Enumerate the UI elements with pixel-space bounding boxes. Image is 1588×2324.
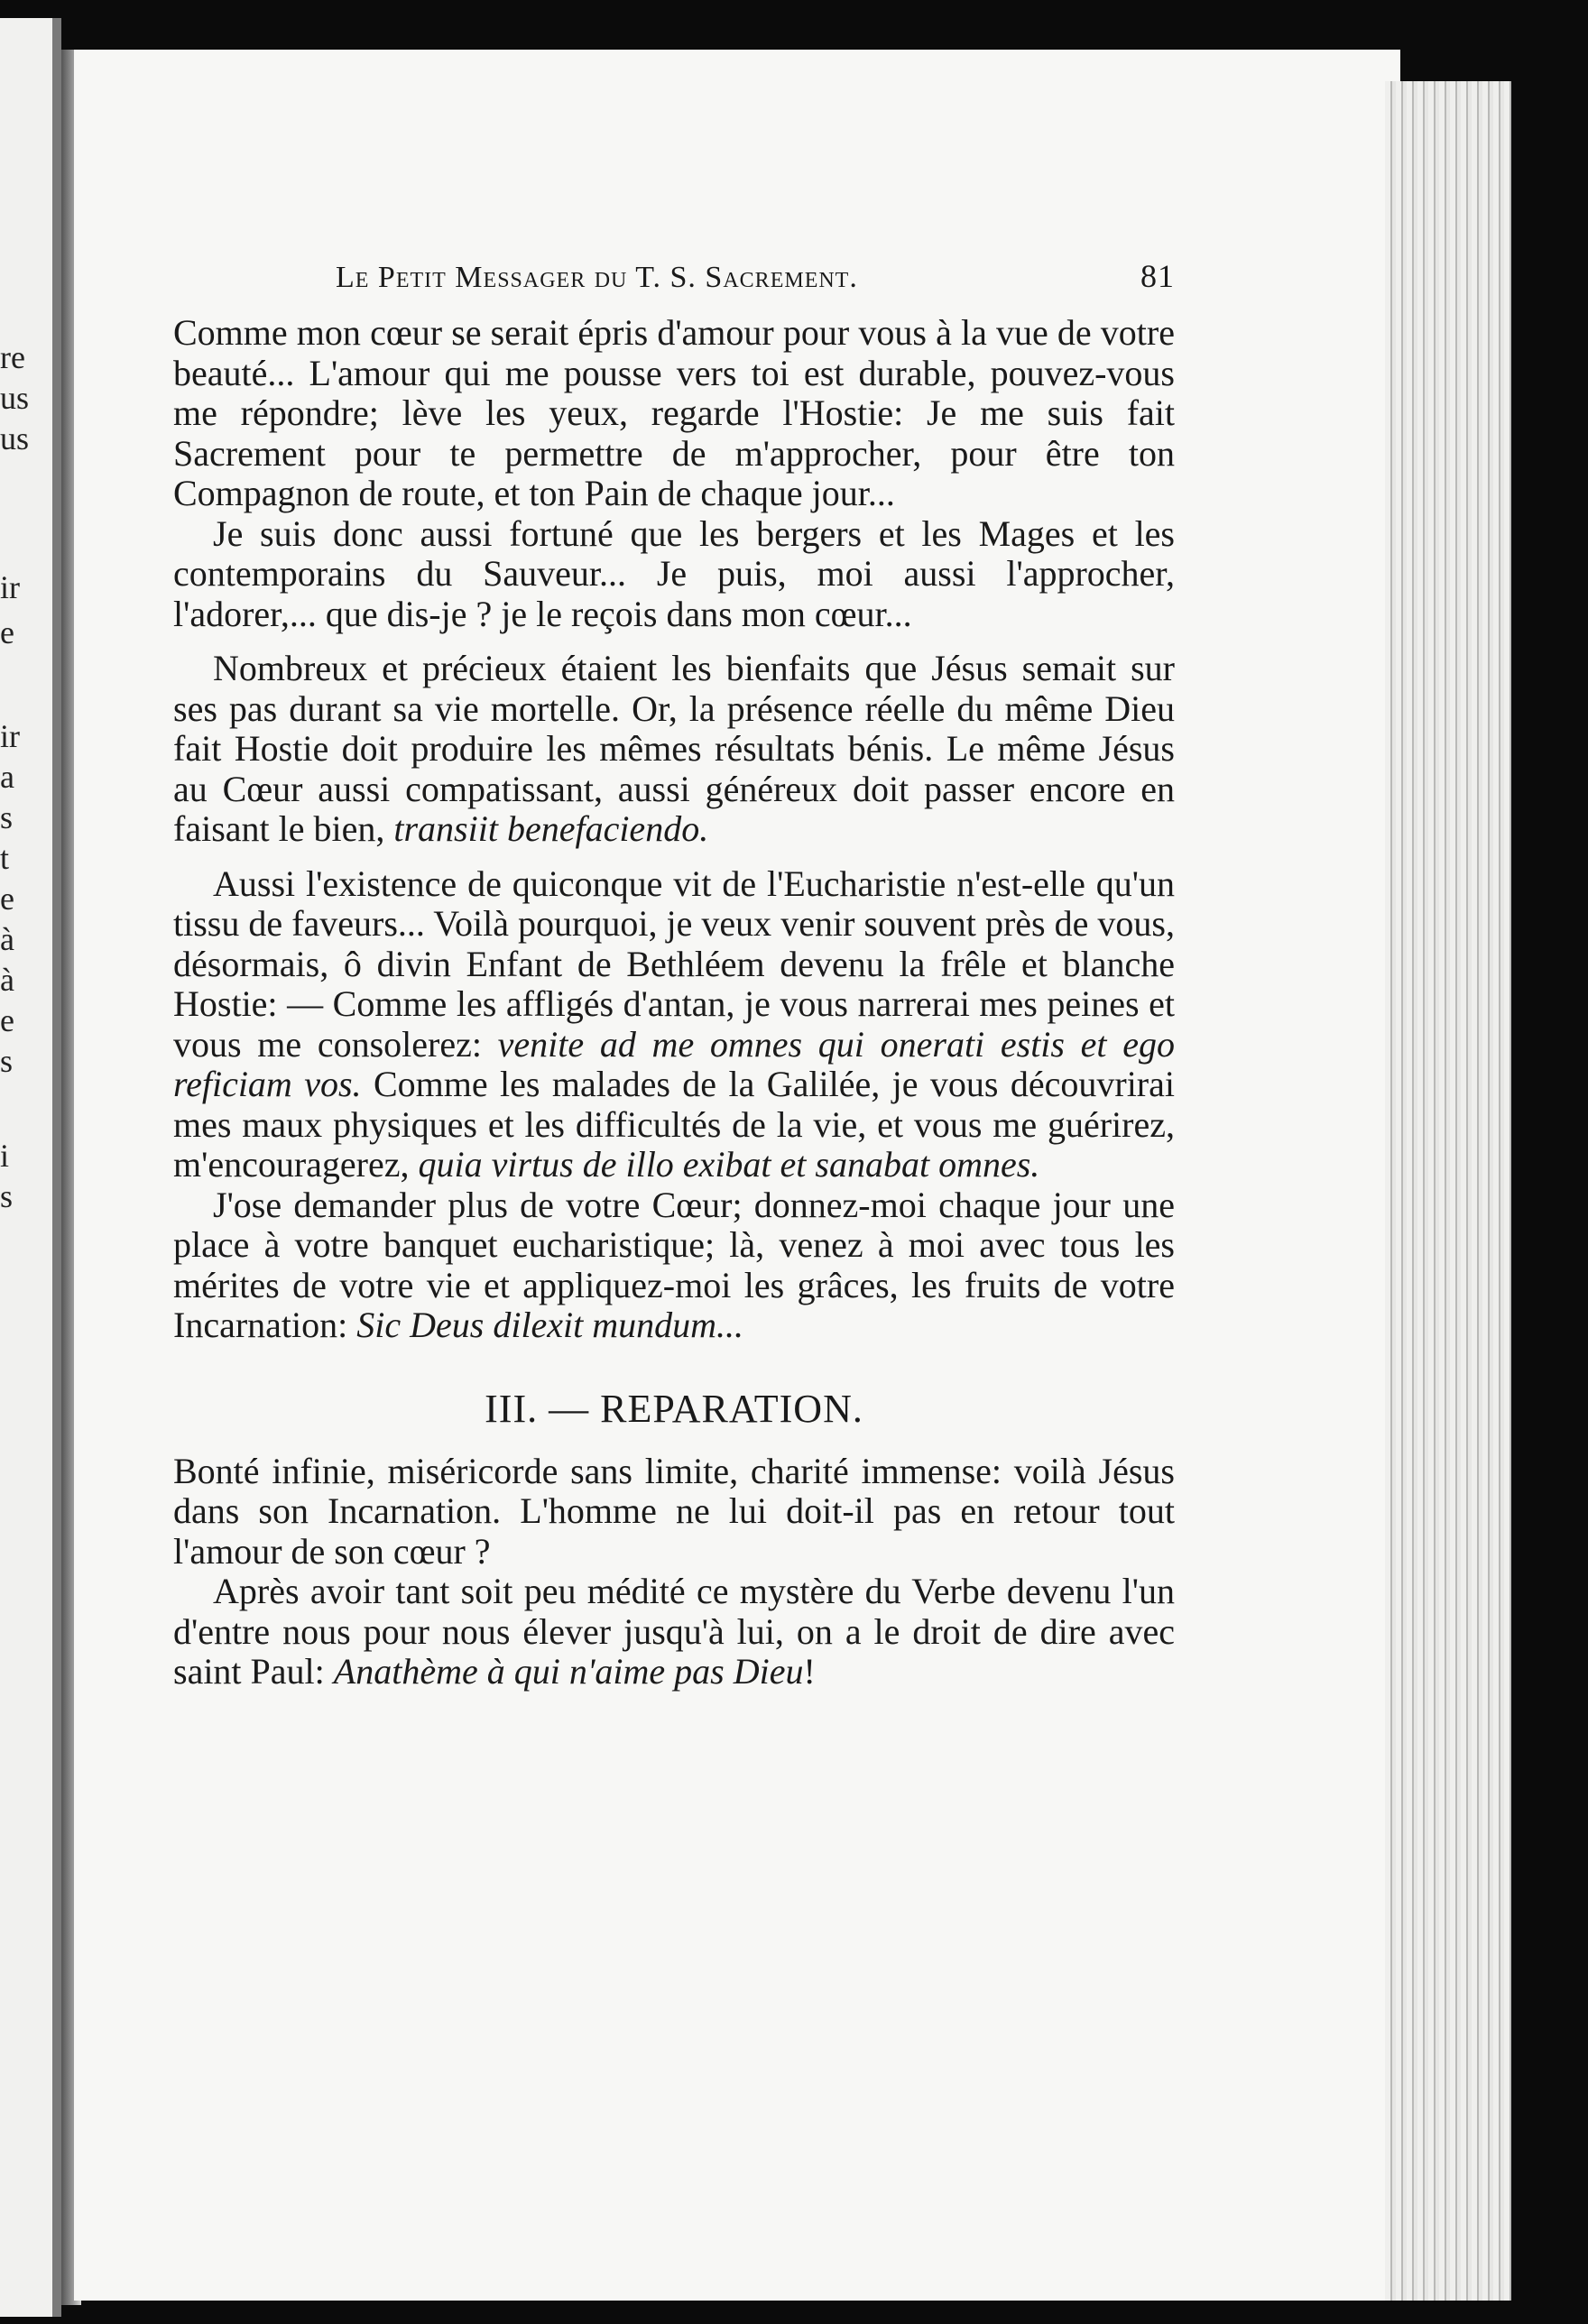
page-content — [173, 257, 1175, 1707]
paragraph: Comme mon cœur se serait épris d'amour pour vous à la vue de votre beauté... L'amour qui me pousse vers toi est durable, pouvez-vous me répondre; lève les yeux, regarde l'Hostie: Je me suis fait Sacrement pour te permettre de m'approcher, pour être ton Compagnon de route, et ton Pain de chaque jour... — [173, 312, 1175, 513]
prev-page-fragment: i — [0, 1138, 10, 1174]
latin-quote: quia virtus de illo exibat et sanabat omnes. — [418, 1144, 1040, 1185]
paragraph-text: Aussi l'existence de quiconque vit de l'Eucharistie n'est-elle qu'un tissu de faveurs... Voilà pourquoi, je veux venir souvent près de vous, désormais, ô divin Enfant de Bethléem devenu la frêle et blanche Hostie: — Comme les affligés d'antan, je vous narrerai mes peines et vous me consolerez: — [173, 862, 1175, 1065]
running-head — [336, 257, 1175, 295]
prev-page-fragment: à — [0, 962, 14, 998]
prev-page-fragment: ir — [0, 718, 20, 754]
prev-page-fragment: us — [0, 420, 30, 456]
section-heading: III. — REPARATION. — [485, 1386, 863, 1431]
prev-page-fragment: s — [0, 1178, 14, 1214]
prev-page-fragment: us — [0, 380, 30, 416]
prev-page-fragment: t — [0, 840, 10, 876]
running-head-title: Le Petit Messager du T. S. Sacrement. — [336, 261, 858, 294]
prev-page-fragment: à — [0, 921, 14, 957]
page-edges — [1385, 81, 1511, 2301]
latin-quote: transiit benefaciendo. — [393, 808, 709, 849]
page-number: 81 — [1140, 258, 1175, 294]
paragraph-text: Après avoir tant soit peu médité ce mystère du Verbe devenu l'un d'entre nous pour nous élever jusqu'à lui, on a le droit de dire avec saint Paul: — [173, 1571, 1175, 1692]
prev-page-fragment: s — [0, 1043, 14, 1079]
prev-page-fragment: a — [0, 759, 14, 795]
paragraph — [173, 864, 1175, 1185]
previous-page-edge — [0, 18, 61, 2317]
latin-quote: Anathème à qui n'aime pas Dieu — [333, 1651, 804, 1692]
paragraph: Je suis donc aussi fortuné que les bergers et les Mages et les contemporains du Sauveur... Je puis, moi aussi l'approcher, l'adorer,... que dis-je ? je le reçois dans mon cœur... — [173, 512, 1175, 634]
prev-page-fragment: ir — [0, 569, 20, 605]
paragraph-text: Comme les malades de la Galilée, je vous découvrirai mes maux physiques et les difficultés de la vie, et vous me guérirez, m'encouragerez, — [173, 1064, 1175, 1185]
paragraph-text: J'ose demander plus de votre Cœur; donnez-moi chaque jour une place à votre banquet eucharistique; là, venez à moi avec tous les mérites de votre vie et appliquez-moi les grâces, les fruits de votre Incarnation: — [173, 1184, 1175, 1345]
paragraph-text: Nombreux et précieux étaient les bienfaits que Jésus semait sur ses pas durant sa vie mortelle. Or, la présence réelle du même Dieu fait Hostie doit produire les mêmes résultats bénis. Le même Jésus au Cœur aussi compatissant, aussi généreux doit passer encore en faisant le bien, — [173, 648, 1175, 849]
prev-page-fragment: e — [0, 881, 14, 917]
paragraph — [173, 1185, 1175, 1346]
latin-quote: Sic Deus dilexit mundum... — [356, 1305, 744, 1345]
prev-page-fragment: e — [0, 614, 14, 650]
latin-quote: venite ad me omnes qui onerati estis et ego reficiam vos. — [173, 1023, 1176, 1104]
prev-page-fragment: s — [0, 799, 14, 835]
paragraph — [173, 1572, 1175, 1692]
paragraph-text: ! — [803, 1651, 816, 1692]
prev-page-fragment: re — [0, 339, 25, 375]
background-edge — [1511, 86, 1588, 2324]
prev-page-fragment: e — [0, 1002, 14, 1038]
paragraph: Bonté infinie, miséricorde sans limite, charité immense: voilà Jésus dans son Incarnation. L'homme ne lui doit-il pas en retour tout l'amour de son cœur ? — [173, 1450, 1175, 1572]
paragraph — [173, 649, 1175, 850]
